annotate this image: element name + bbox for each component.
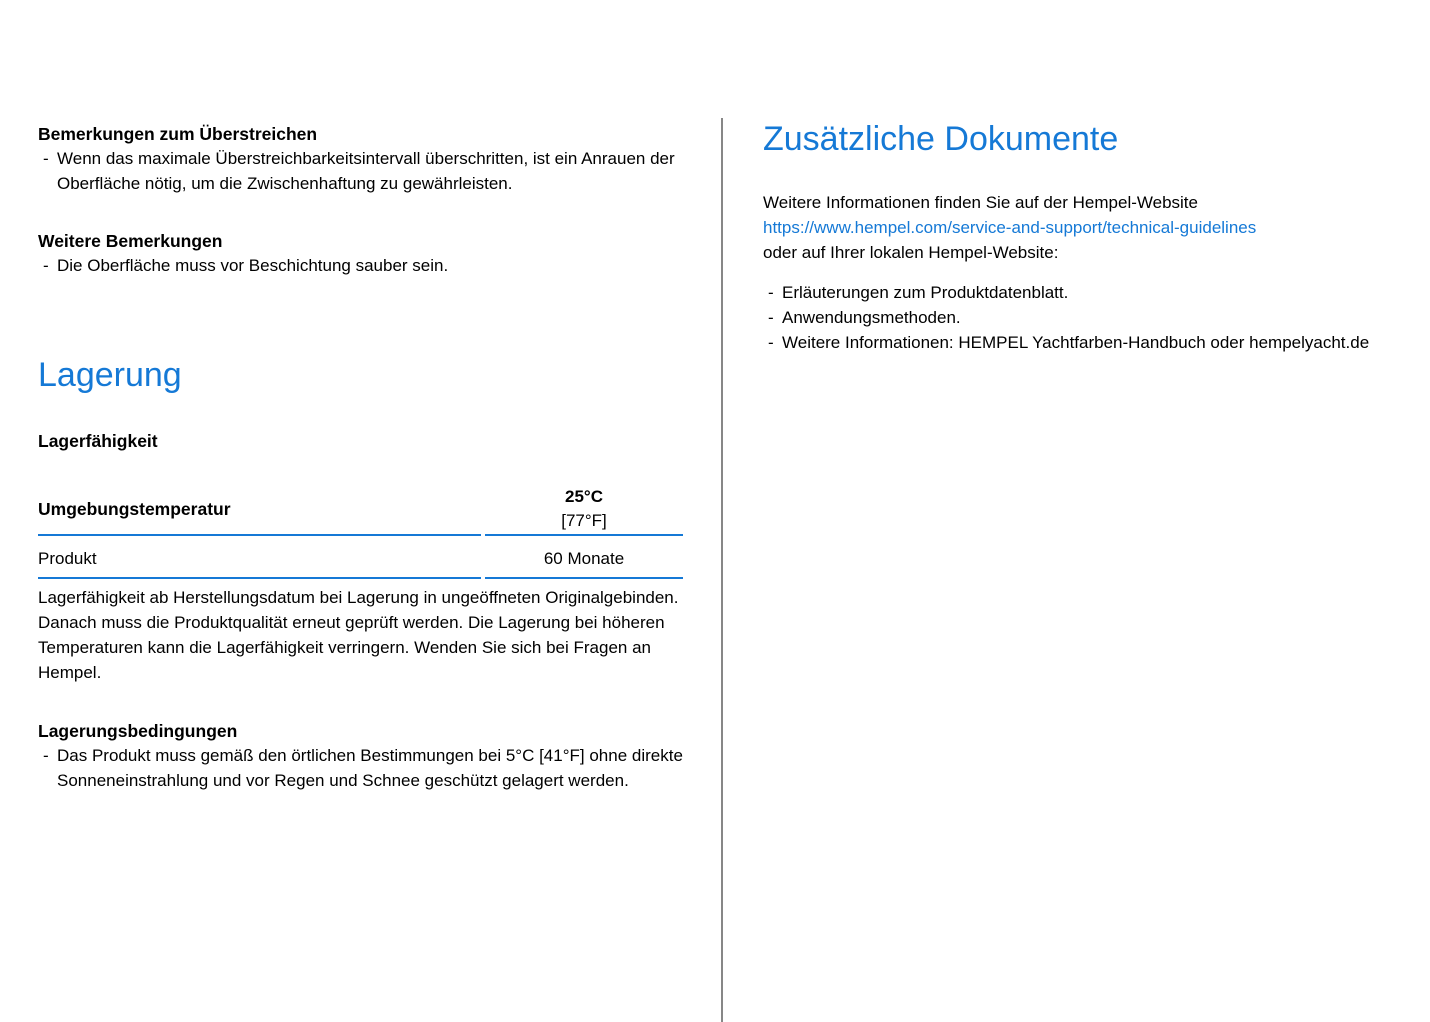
list-item-text: Anwendungsmethoden.: [782, 308, 961, 327]
storage-conditions-heading: Lagerungsbedingungen: [38, 721, 238, 741]
shelf-life-table: [38, 482, 683, 579]
other-notes-heading: Weitere Bemerkungen: [38, 231, 223, 251]
list-item-text: Wenn das maximale Überstreichbarkeitsintervall überschritten, ist ein Anrauen der Oberfläche nötig, um die Zwischenhaftung zu gewährleisten.: [57, 149, 675, 193]
list-item: [38, 743, 683, 793]
table-row-label: Produkt: [38, 536, 481, 579]
shelf-life-note: Lagerfähigkeit ab Herstellungsdatum bei Lagerung in ungeöffneten Originalgebinden. Danach muss die Produktqualität erneut geprüft werden. Die Lagerung bei höheren Temperaturen kann die Lagerfähigkeit verringern. Wenden Sie sich bei Fragen an Hempel.: [38, 588, 679, 682]
list-item: [38, 253, 683, 278]
list-item: [763, 305, 1375, 330]
list-item: [38, 146, 683, 196]
list-item: [763, 330, 1375, 355]
intro-line-2: [763, 215, 1375, 240]
dash-marker: -: [43, 149, 49, 168]
additional-documents-intro: [763, 190, 1375, 265]
dash-marker: -: [768, 333, 774, 352]
intro-line-3: oder auf Ihrer lokalen Hempel-Website:: [763, 243, 1059, 262]
column-divider: [721, 118, 723, 1022]
overcoating-notes-list: [38, 146, 683, 196]
shelf-life-heading: Lagerfähigkeit: [38, 431, 158, 451]
intro-line-1: Weitere Informationen finden Sie auf der Hempel-Website: [763, 193, 1198, 212]
table-row-value: 60 Monate: [485, 536, 683, 579]
technical-guidelines-link[interactable]: https://www.hempel.com/service-and-support/technical-guidelines: [763, 218, 1257, 237]
table-header-value: [485, 482, 683, 536]
temperature-fahrenheit: [77°F]: [561, 511, 607, 530]
dash-marker: -: [43, 256, 49, 275]
list-item-text: Das Produkt muss gemäß den örtlichen Bestimmungen bei 5°C [41°F] ohne direkte Sonneneinstrahlung und vor Regen und Schnee geschützt gelagert werden.: [57, 746, 683, 790]
table-header-label: Umgebungstemperatur: [38, 482, 481, 536]
storage-section-title: Lagerung: [38, 356, 182, 394]
dash-marker: -: [43, 746, 49, 765]
additional-documents-title: Zusätzliche Dokumente: [763, 120, 1119, 158]
temperature-celsius: 25°C: [565, 487, 603, 506]
list-item-text: Die Oberfläche muss vor Beschichtung sauber sein.: [57, 256, 449, 275]
dash-marker: -: [768, 283, 774, 302]
list-item: [763, 280, 1375, 305]
table-header-row: [38, 482, 683, 536]
list-item-text: Weitere Informationen: HEMPEL Yachtfarben-Handbuch oder hempelyacht.de: [782, 333, 1370, 352]
overcoating-notes-heading: Bemerkungen zum Überstreichen: [38, 124, 318, 144]
additional-documents-list: [763, 280, 1375, 355]
other-notes-list: [38, 253, 683, 278]
right-column: [763, 0, 1375, 355]
list-item-text: Erläuterungen zum Produktdatenblatt.: [782, 283, 1069, 302]
dash-marker: -: [768, 308, 774, 327]
storage-conditions-list: [38, 743, 683, 793]
table-row: [38, 536, 683, 579]
left-column: [38, 0, 683, 793]
